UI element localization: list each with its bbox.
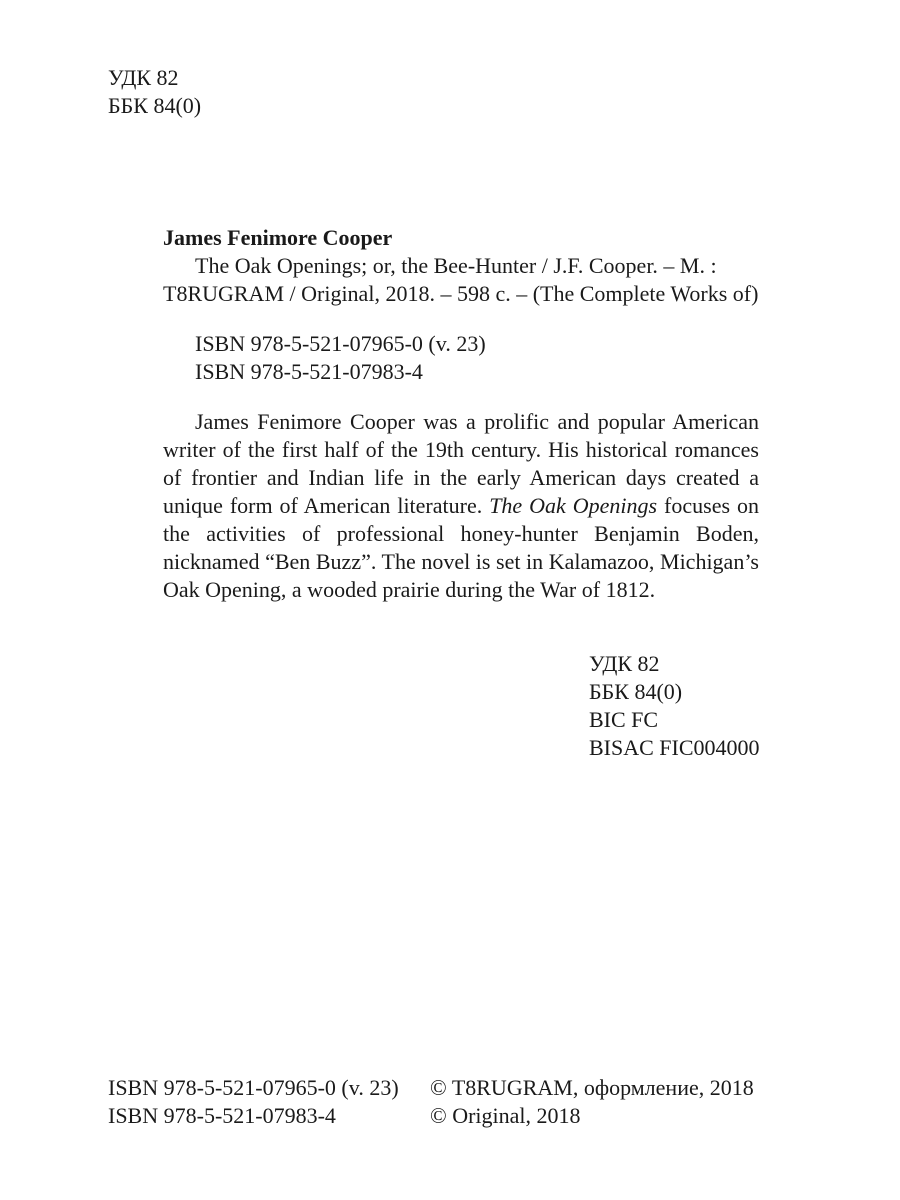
bbk-code-right: ББК 84(0): [589, 679, 683, 704]
bisac-code: BISAC FIC004000: [589, 735, 760, 760]
footer-copyright-block: [430, 1074, 754, 1130]
footer-isbn-volume: ISBN 978-5-521-07965-0 (v. 23): [108, 1075, 399, 1100]
udk-code: УДК 82: [108, 65, 179, 90]
copyright-original: © Original, 2018: [430, 1103, 581, 1128]
annotation-paragraph: [163, 408, 759, 604]
footer-isbn-set: ISBN 978-5-521-07983-4: [108, 1103, 336, 1128]
bibliographic-description: [163, 252, 763, 308]
bbk-code: ББК 84(0): [108, 93, 202, 118]
isbn-volume: ISBN 978-5-521-07965-0 (v. 23): [195, 331, 486, 356]
isbn-set: ISBN 978-5-521-07983-4: [195, 359, 423, 384]
annotation-book-title: The Oak Openings: [489, 493, 658, 518]
top-classification-codes: [108, 64, 201, 120]
copyright-design: © T8RUGRAM, оформление, 2018: [430, 1075, 754, 1100]
udk-code-right: УДК 82: [589, 651, 660, 676]
author-heading: James Fenimore Cooper: [163, 225, 393, 250]
isbn-block: [195, 330, 486, 386]
bic-code: BIC FC: [589, 707, 659, 732]
bibliographic-line-2: T8RUGRAM / Original, 2018. – 598 с. – (The Complete Works of): [163, 281, 759, 306]
footer-isbn-block: [108, 1074, 399, 1130]
classification-codes: [589, 650, 760, 762]
annotation-text-1: James Fenimore Cooper was a prolific and popular American writer of the first half of the 19th century. His historical romances of frontier and Indian life in the early American days created a unique form of American literature.: [163, 409, 759, 518]
bibliographic-line-1: The Oak Openings; or, the Bee-Hunter / J.F. Cooper. – М. :: [195, 253, 717, 278]
annotation-text-2: focuses on the activities of professional honey-hunter Benjamin Boden, nicknamed “Ben Buzz”. The novel is set in Kalamazoo, Michigan’s Oak Opening, a wooded prairie during the War of 1812.: [163, 493, 759, 602]
